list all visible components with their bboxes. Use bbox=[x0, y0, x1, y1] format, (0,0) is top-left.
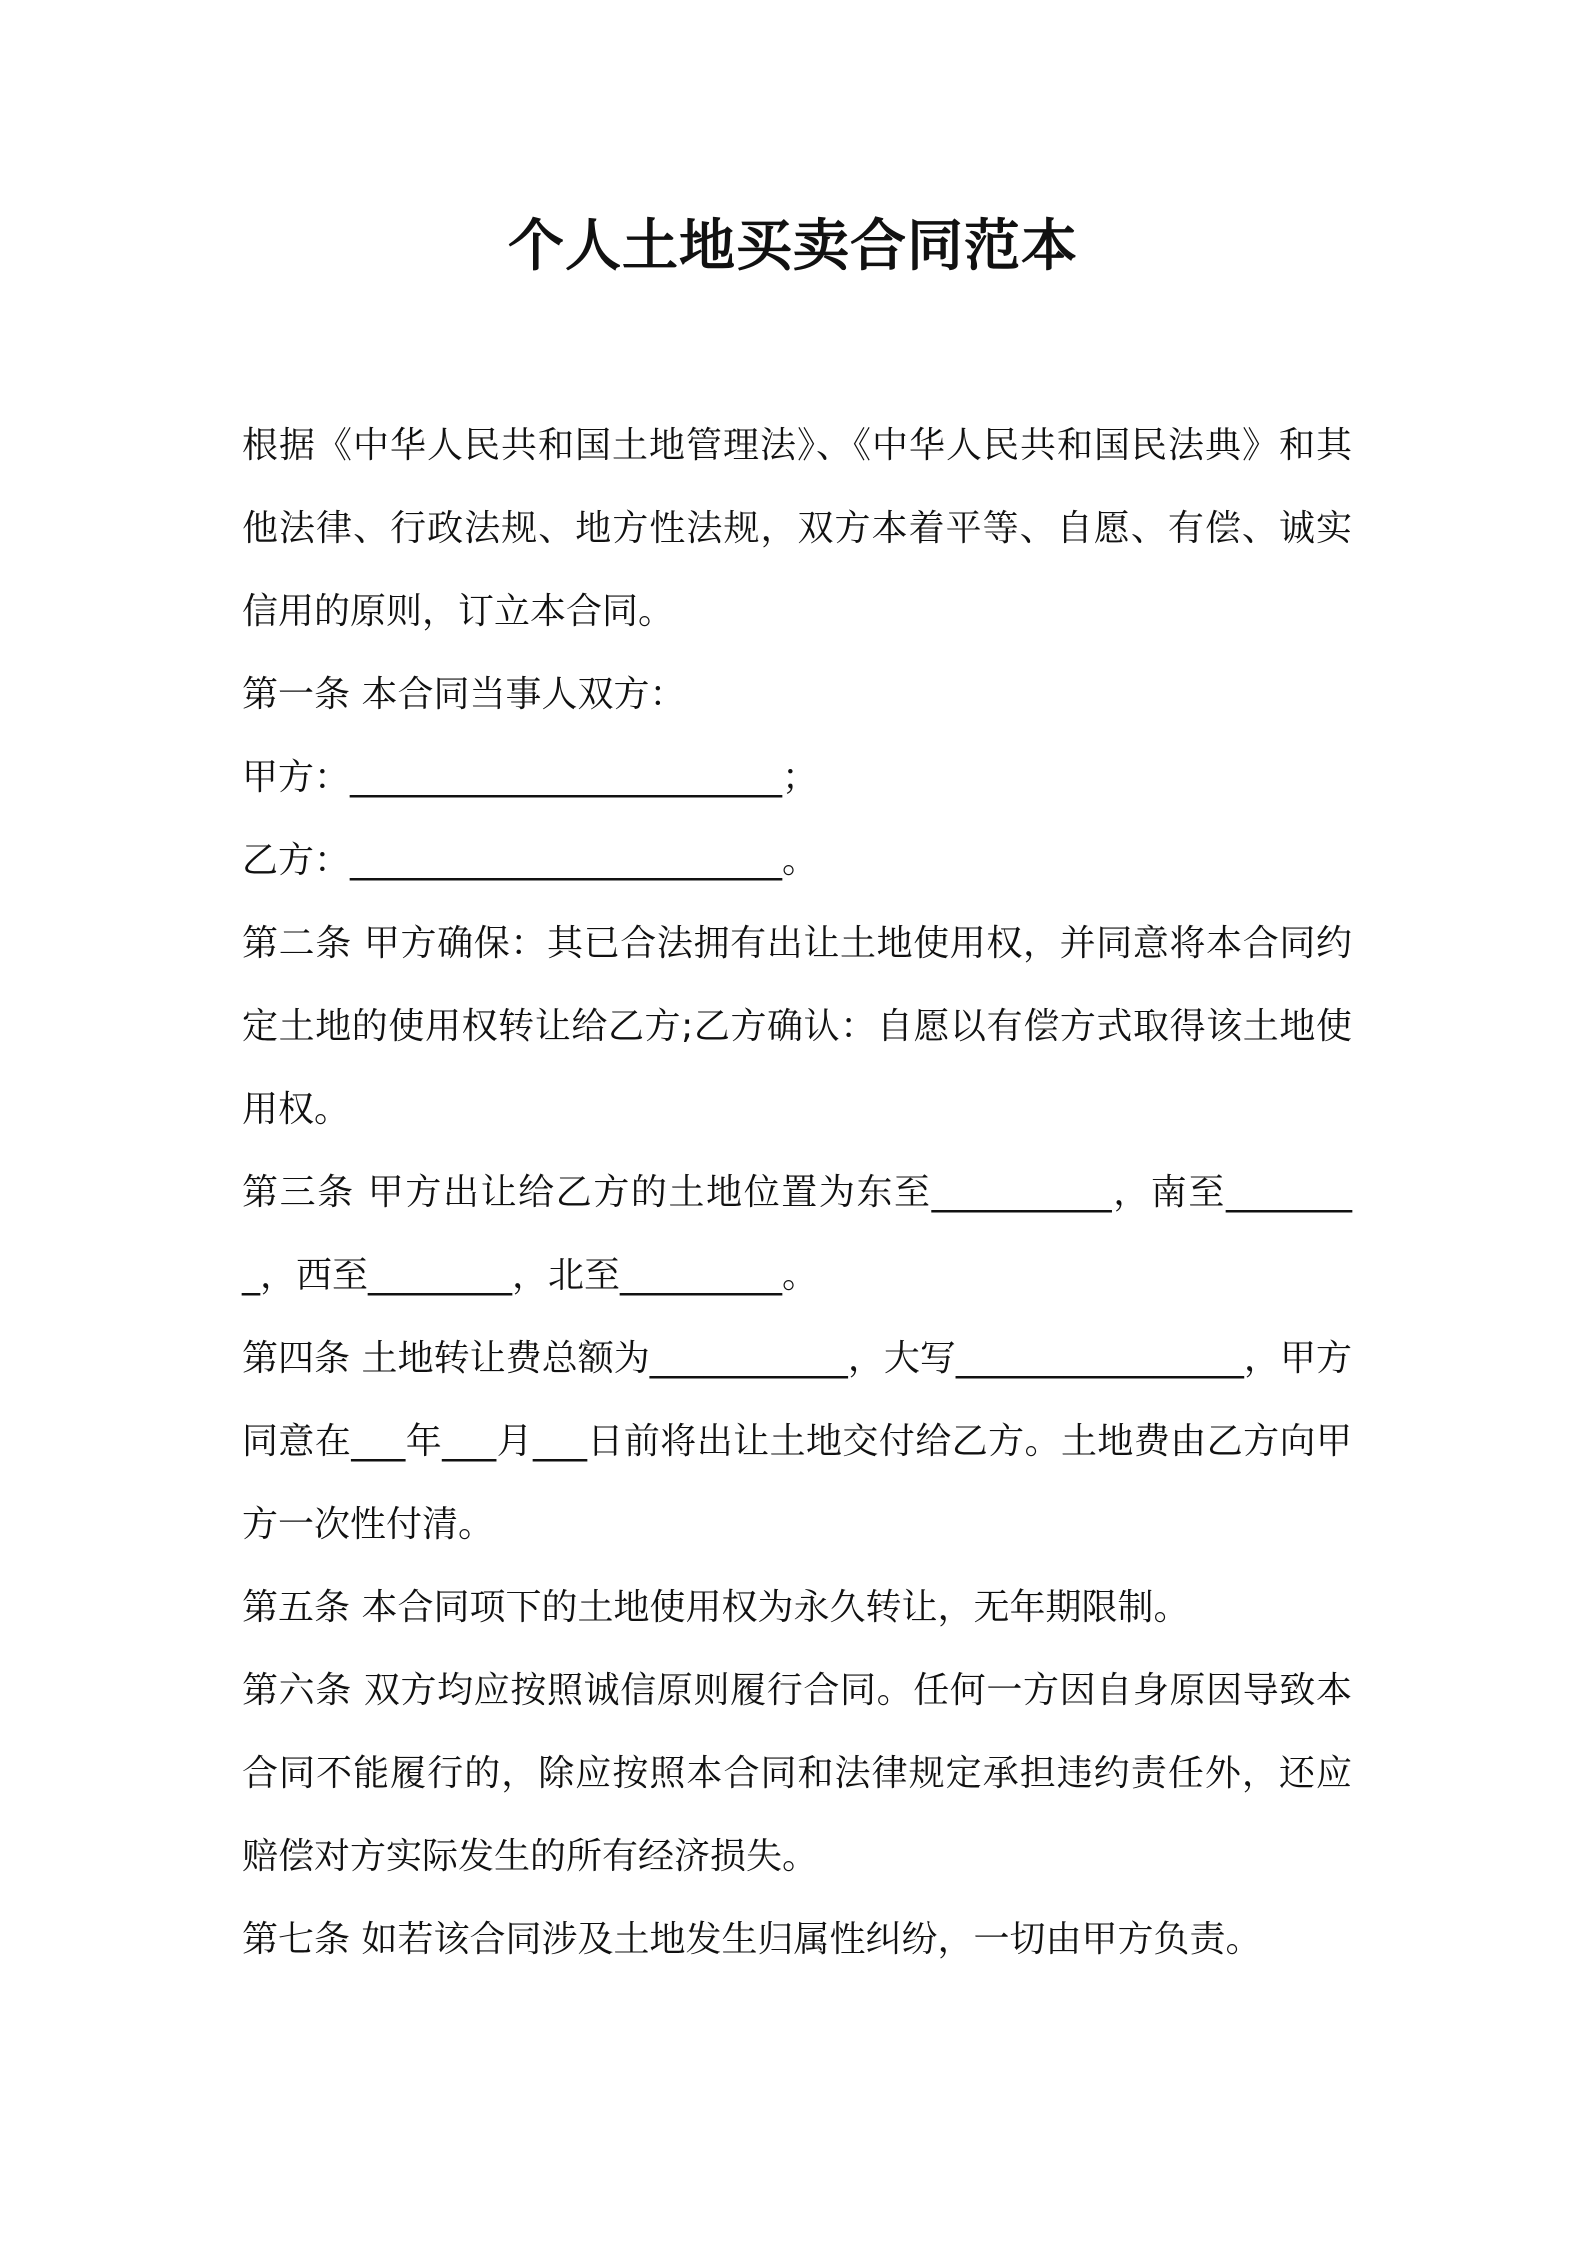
article-6-paragraph: 第六条 双方均应按照诚信原则履行合同。任何一方因自身原因导致本合同不能履行的，除应按照本合同和法律规定承担违约责任外，还应赔偿对方实际发生的所有经济损失。 bbox=[242, 1670, 1352, 1877]
article-3-paragraph: 第三条 甲方出让给乙方的土地位置为东至__________，南至________，西至________，北至_________。 bbox=[242, 1172, 1352, 1296]
article-5-paragraph: 第五条 本合同项下的土地使用权为永久转让，无年期限制。 bbox=[242, 1587, 1190, 1628]
article-7-paragraph: 第七条 如若该合同涉及土地发生归属性纠纷，一切由甲方负责。 bbox=[242, 1919, 1262, 1960]
document-body bbox=[242, 404, 1352, 1981]
document-title: 个人土地买卖合同范本 bbox=[508, 214, 1078, 279]
party-b-line: 乙方：________________________。 bbox=[242, 840, 819, 881]
article-2-paragraph: 第二条 甲方确保：其已合法拥有出让土地使用权，并同意将本合同约定土地的使用权转让给乙方;乙方确认：自愿以有偿方式取得该土地使用权。 bbox=[242, 923, 1352, 1130]
preamble-paragraph: 根据《中华人民共和国土地管理法》、《中华人民共和国民法典》和其他法律、行政法规、地方性法规，双方本着平等、自愿、有偿、诚实信用的原则，订立本合同。 bbox=[242, 425, 1352, 632]
article-4-paragraph: 第四条 土地转让费总额为___________，大写________________，甲方同意在___年___月___日前将出让土地交付给乙方。土地费由乙方向甲方一次性付清。 bbox=[242, 1338, 1352, 1545]
party-a-line: 甲方：________________________； bbox=[242, 757, 819, 798]
article-1-heading: 第一条 本合同当事人双方： bbox=[242, 674, 686, 715]
